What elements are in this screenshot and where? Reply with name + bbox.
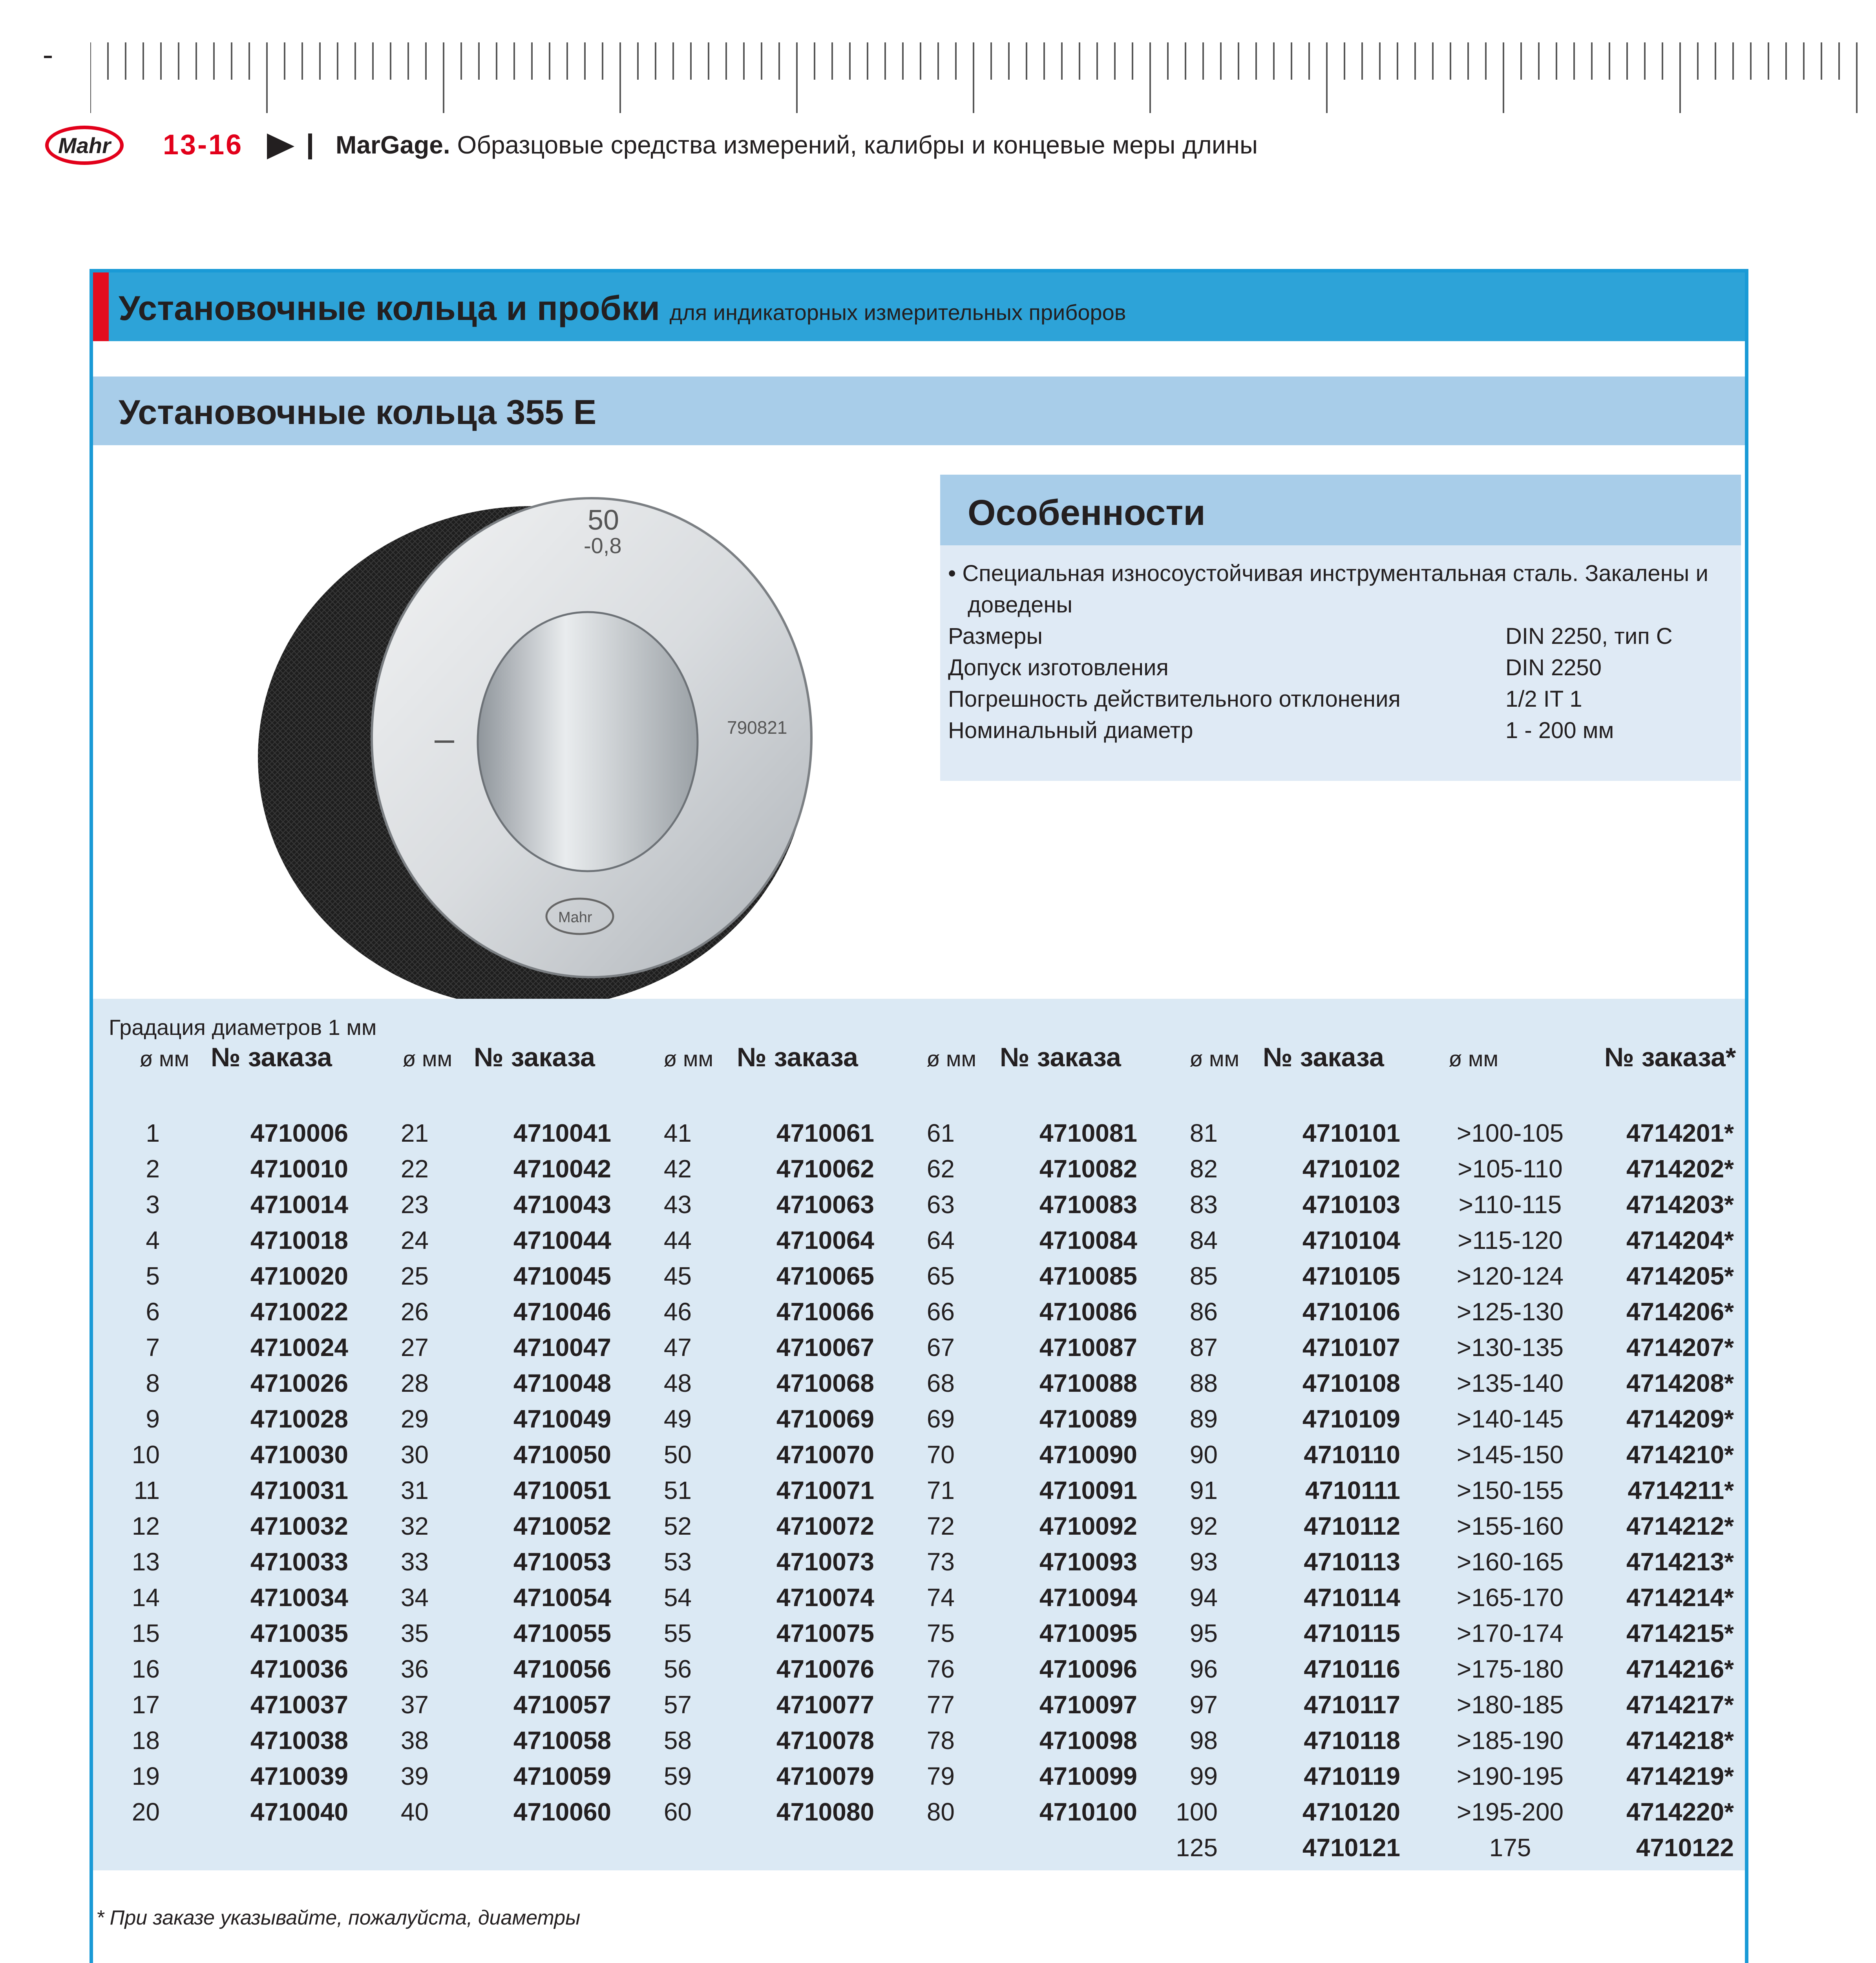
ruler-scale: [90, 42, 1876, 121]
order-number-cell: 4710074: [776, 1583, 874, 1612]
order-number-cell: 4710041: [513, 1119, 611, 1147]
order-number-cell: 4710089: [1039, 1405, 1137, 1433]
diameter-cell: 68: [926, 1369, 955, 1397]
order-number-cell: 4710115: [1304, 1619, 1400, 1647]
order-number-cell: 4710073: [776, 1548, 874, 1576]
subsection-title: Установочные кольца 355 E: [119, 393, 597, 431]
diameter-cell: >145-150: [1456, 1440, 1564, 1469]
separator-bar: [308, 133, 312, 159]
order-number-cell: 4710067: [776, 1333, 874, 1362]
order-table: [93, 999, 1745, 1870]
diameter-cell: 86: [1189, 1298, 1218, 1326]
table-caption: Градация диаметров 1 мм: [109, 1015, 377, 1040]
feature-value: 1/2 IT 1: [1505, 686, 1582, 712]
order-number-cell: 4714210*: [1626, 1440, 1734, 1469]
feature-value: DIN 2250: [1505, 655, 1602, 680]
order-number-cell: 4710094: [1039, 1583, 1137, 1612]
diameter-cell: >115-120: [1458, 1226, 1563, 1254]
diameter-cell: 47: [663, 1333, 692, 1362]
diameter-cell: 26: [400, 1298, 429, 1326]
footnote: * При заказе указывайте, пожалуйста, диаметры: [96, 1906, 581, 1929]
order-number-cell: 4710014: [250, 1190, 348, 1219]
order-number-cell: 4710022: [250, 1298, 348, 1326]
order-number-cell: 4710035: [250, 1619, 348, 1647]
diameter-cell: >140-145: [1456, 1405, 1564, 1433]
order-number-cell: 4714202*: [1626, 1155, 1734, 1183]
order-number-cell: 4714214*: [1626, 1583, 1734, 1612]
order-number-cell: 4710076: [776, 1655, 874, 1683]
order-number-cell: 4714216*: [1626, 1655, 1734, 1683]
diameter-cell: 100: [1176, 1798, 1218, 1826]
order-number-cell: 4710061: [776, 1119, 874, 1147]
order-number-cell: 4710085: [1039, 1262, 1137, 1290]
diameter-cell: 71: [926, 1476, 955, 1504]
diameter-cell: 99: [1189, 1762, 1218, 1790]
order-number-cell: 4710055: [513, 1619, 611, 1647]
order-number-cell: 4714209*: [1626, 1405, 1734, 1433]
diameter-cell: >175-180: [1456, 1655, 1564, 1683]
order-number-cell: 4710119: [1304, 1762, 1400, 1790]
diameter-cell: 56: [663, 1655, 692, 1683]
order-number-cell: 4714218*: [1626, 1726, 1734, 1755]
order-number-cell: 4710062: [776, 1155, 874, 1183]
order-number-cell: 4710092: [1039, 1512, 1137, 1540]
order-number-cell: 4710038: [250, 1726, 348, 1755]
order-number-cell: 4710069: [776, 1405, 874, 1433]
diameter-cell: 65: [926, 1262, 955, 1290]
order-number-cell: 4710111: [1305, 1476, 1400, 1504]
mahr-logo: [45, 126, 124, 165]
col-header-order: № заказа: [1263, 1042, 1384, 1072]
diameter-cell: >195-200: [1456, 1798, 1564, 1826]
diameter-cell: 11: [133, 1476, 160, 1504]
ring-bore: [478, 612, 698, 871]
order-number-cell: 4710049: [513, 1405, 611, 1433]
feature-label: Размеры: [948, 623, 1043, 649]
diameter-cell: 62: [926, 1155, 955, 1183]
order-number-cell: 4710086: [1039, 1298, 1137, 1326]
diameter-cell: 85: [1189, 1262, 1218, 1290]
diameter-cell: 93: [1189, 1548, 1218, 1576]
diameter-cell: >160-165: [1456, 1548, 1564, 1576]
order-number-cell: 4710064: [776, 1226, 874, 1254]
order-number-cell: 4710108: [1302, 1369, 1400, 1397]
order-number-cell: 4710051: [513, 1476, 611, 1504]
col-header-diameter: ø мм: [663, 1046, 713, 1071]
order-number-cell: 4710045: [513, 1262, 611, 1290]
diameter-cell: 39: [400, 1762, 429, 1790]
diameter-cell: >120-124: [1456, 1262, 1564, 1290]
order-number-cell: 4710053: [513, 1548, 611, 1576]
order-number-cell: 4710116: [1304, 1655, 1400, 1683]
page-number: 13-16: [163, 129, 243, 161]
arrow-right-icon: [267, 133, 294, 159]
diameter-cell: 77: [926, 1691, 955, 1719]
order-number-cell: 4710106: [1302, 1298, 1400, 1326]
feature-bullet-line2: доведены: [968, 592, 1073, 618]
diameter-cell: 81: [1189, 1119, 1218, 1147]
order-number-cell: 4710079: [776, 1762, 874, 1790]
diameter-cell: 40: [400, 1798, 429, 1826]
diameter-cell: 8: [146, 1369, 160, 1397]
order-number-cell: 4710072: [776, 1512, 874, 1540]
order-number-cell: 4710043: [513, 1190, 611, 1219]
diameter-cell: 45: [663, 1262, 692, 1290]
diameter-cell: >110-115: [1458, 1190, 1562, 1219]
diameter-cell: 15: [132, 1619, 160, 1647]
order-number-cell: 4710095: [1039, 1619, 1137, 1647]
diameter-cell: 4: [146, 1226, 160, 1254]
diameter-cell: 9: [146, 1405, 160, 1433]
col-header-diameter: ø мм: [1189, 1046, 1239, 1071]
diameter-cell: 51: [663, 1476, 692, 1504]
ring-logo: Mahr: [558, 909, 592, 926]
col-header-order: № заказа: [1000, 1042, 1121, 1072]
order-number-cell: 4710039: [250, 1762, 348, 1790]
diameter-cell: 58: [663, 1726, 692, 1755]
diameter-cell: 91: [1189, 1476, 1218, 1504]
diameter-cell: 175: [1489, 1833, 1531, 1862]
diameter-cell: 49: [663, 1405, 692, 1433]
features-heading-bar: [940, 475, 1741, 545]
diameter-cell: 21: [400, 1119, 429, 1147]
content-frame: [90, 269, 1748, 1963]
features-heading: Особенности: [968, 493, 1206, 533]
section-title-bar: [93, 272, 1745, 341]
diameter-cell: 17: [132, 1691, 160, 1719]
diameter-cell: 23: [400, 1190, 429, 1219]
diameter-cell: 95: [1189, 1619, 1218, 1647]
diameter-cell: >185-190: [1456, 1726, 1564, 1755]
ring-size-mark: 50: [588, 504, 619, 536]
diameter-cell: 82: [1189, 1155, 1218, 1183]
order-number-cell: 4710020: [250, 1262, 348, 1290]
order-number-cell: 4710048: [513, 1369, 611, 1397]
order-number-cell: 4710075: [776, 1619, 874, 1647]
diameter-cell: 25: [400, 1262, 429, 1290]
order-number-cell: 4710105: [1302, 1262, 1400, 1290]
diameter-cell: 73: [926, 1548, 955, 1576]
ring-serial: 790821: [727, 717, 787, 738]
diameter-cell: 10: [132, 1440, 160, 1469]
feature-label: Допуск изготовления: [948, 655, 1169, 680]
order-number-cell: 4714208*: [1626, 1369, 1734, 1397]
diameter-cell: 3: [146, 1190, 160, 1219]
diameter-cell: 69: [926, 1405, 955, 1433]
order-number-cell: 4714203*: [1626, 1190, 1734, 1219]
order-number-cell: 4710084: [1039, 1226, 1137, 1254]
order-number-cell: 4710068: [776, 1369, 874, 1397]
diameter-cell: >135-140: [1456, 1369, 1564, 1397]
order-number-cell: 4710033: [250, 1548, 348, 1576]
order-number-cell: 4710112: [1304, 1512, 1400, 1540]
diameter-cell: 97: [1189, 1691, 1218, 1719]
order-number-cell: 4710044: [513, 1226, 611, 1254]
logo-text: Mahr: [58, 133, 111, 158]
order-number-cell: 4710113: [1304, 1548, 1400, 1576]
diameter-cell: 125: [1176, 1833, 1218, 1862]
diameter-cell: 1: [146, 1119, 160, 1147]
diameter-cell: 70: [926, 1440, 955, 1469]
diameter-cell: 12: [132, 1512, 160, 1540]
diameter-cell: 67: [926, 1333, 955, 1362]
order-number-cell: 4710100: [1039, 1798, 1137, 1826]
order-number-cell: 4714205*: [1626, 1262, 1734, 1290]
order-number-cell: 4710032: [250, 1512, 348, 1540]
order-number-cell: 4714217*: [1626, 1691, 1734, 1719]
order-number-cell: 4710030: [250, 1440, 348, 1469]
diameter-cell: 76: [926, 1655, 955, 1683]
ring-tol-mark: -0,8: [584, 533, 622, 558]
order-number-cell: 4710037: [250, 1691, 348, 1719]
order-number-cell: 4710047: [513, 1333, 611, 1362]
order-number-cell: 4710118: [1304, 1726, 1400, 1755]
order-number-cell: 4710110: [1304, 1440, 1400, 1469]
order-number-cell: 4710087: [1039, 1333, 1137, 1362]
diameter-cell: >190-195: [1456, 1762, 1564, 1790]
diameter-cell: 7: [146, 1333, 160, 1362]
col-header-order: № заказа: [211, 1042, 332, 1072]
diameter-cell: 96: [1189, 1655, 1218, 1683]
diameter-cell: 29: [400, 1405, 429, 1433]
order-number-cell: 4710026: [250, 1369, 348, 1397]
diameter-cell: 83: [1189, 1190, 1218, 1219]
order-number-cell: 4710104: [1302, 1226, 1400, 1254]
order-number-cell: 4710093: [1039, 1548, 1137, 1576]
order-number-cell: 4710063: [776, 1190, 874, 1219]
col-header-order: № заказа: [474, 1042, 595, 1072]
diameter-cell: 16: [132, 1655, 160, 1683]
diameter-cell: 36: [400, 1655, 429, 1683]
diameter-cell: 35: [400, 1619, 429, 1647]
order-number-cell: 4714219*: [1626, 1762, 1734, 1790]
order-number-cell: 4714201*: [1626, 1119, 1734, 1147]
order-number-cell: 4710059: [513, 1762, 611, 1790]
diameter-cell: 24: [400, 1226, 429, 1254]
diameter-cell: 46: [663, 1298, 692, 1326]
page-header: [45, 126, 1380, 169]
order-number-cell: 4710082: [1039, 1155, 1137, 1183]
diameter-cell: 61: [926, 1119, 955, 1147]
order-number-cell: 4710114: [1304, 1583, 1400, 1612]
diameter-cell: 6: [146, 1298, 160, 1326]
diameter-cell: 30: [400, 1440, 429, 1469]
diameter-cell: >165-170: [1456, 1583, 1564, 1612]
order-number-cell: 4710042: [513, 1155, 611, 1183]
order-number-cell: 4710080: [776, 1798, 874, 1826]
order-number-cell: 4710091: [1039, 1476, 1137, 1504]
diameter-cell: 55: [663, 1619, 692, 1647]
diameter-cell: 48: [663, 1369, 692, 1397]
diameter-cell: 13: [132, 1548, 160, 1576]
order-number-cell: 4710018: [250, 1226, 348, 1254]
diameter-cell: 54: [663, 1583, 692, 1612]
col-header-order: № заказа*: [1604, 1042, 1736, 1072]
order-number-cell: 4710088: [1039, 1369, 1137, 1397]
order-number-cell: 4710078: [776, 1726, 874, 1755]
order-number-cell: 4714204*: [1626, 1226, 1734, 1254]
diameter-cell: 50: [663, 1440, 692, 1469]
order-number-cell: 4710065: [776, 1262, 874, 1290]
order-number-cell: 4714215*: [1626, 1619, 1734, 1647]
order-number-cell: 4710083: [1039, 1190, 1137, 1219]
order-number-cell: 4714211*: [1628, 1476, 1734, 1504]
diameter-cell: 52: [663, 1512, 692, 1540]
diameter-cell: 22: [400, 1155, 429, 1183]
order-number-cell: 4714213*: [1626, 1548, 1734, 1576]
diameter-cell: >130-135: [1456, 1333, 1564, 1362]
order-number-cell: 4710081: [1039, 1119, 1137, 1147]
order-number-cell: 4714212*: [1626, 1512, 1734, 1540]
order-number-cell: 4710056: [513, 1655, 611, 1683]
diameter-cell: 28: [400, 1369, 429, 1397]
diameter-cell: 53: [663, 1548, 692, 1576]
diameter-cell: 57: [663, 1691, 692, 1719]
order-number-cell: 4710031: [250, 1476, 348, 1504]
diameter-cell: 92: [1189, 1512, 1218, 1540]
order-number-cell: 4710077: [776, 1691, 874, 1719]
order-number-cell: 4710050: [513, 1440, 611, 1469]
diameter-cell: 2: [146, 1155, 160, 1183]
diameter-cell: 72: [926, 1512, 955, 1540]
diameter-cell: 98: [1189, 1726, 1218, 1755]
diameter-cell: >100-105: [1456, 1119, 1564, 1147]
order-number-cell: 4710107: [1302, 1333, 1400, 1362]
order-number-cell: 4710057: [513, 1691, 611, 1719]
order-number-cell: 4710028: [250, 1405, 348, 1433]
diameter-cell: 33: [400, 1548, 429, 1576]
features-panel: [940, 475, 1741, 781]
diameter-cell: 27: [400, 1333, 429, 1362]
header-subtitle: Образцовые средства измерений, калибры и концевые меры длины: [457, 131, 1258, 159]
diameter-cell: 79: [926, 1762, 955, 1790]
diameter-cell: 31: [400, 1476, 429, 1504]
feature-label: Погрешность действительного отклонения: [948, 686, 1401, 712]
order-number-cell: 4710040: [250, 1798, 348, 1826]
order-number-cell: 4710096: [1039, 1655, 1137, 1683]
diameter-cell: >180-185: [1456, 1691, 1564, 1719]
section-title-small: для индикаторных измерительных приборов: [669, 300, 1126, 325]
diameter-cell: 38: [400, 1726, 429, 1755]
section-title: [119, 288, 1126, 328]
diameter-cell: 14: [132, 1583, 160, 1612]
diameter-cell: 63: [926, 1190, 955, 1219]
feature-bullet-line1: • Специальная износоустойчивая инструментальная сталь. Закалены и: [948, 561, 1708, 586]
order-number-cell: 4710098: [1039, 1726, 1137, 1755]
diameter-cell: >125-130: [1456, 1298, 1564, 1326]
diameter-cell: 18: [132, 1726, 160, 1755]
brand-name: MarGage.: [336, 131, 450, 159]
diameter-cell: 84: [1189, 1226, 1218, 1254]
order-number-cell: 4714207*: [1626, 1333, 1734, 1362]
diameter-cell: 60: [663, 1798, 692, 1826]
order-number-cell: 4710066: [776, 1298, 874, 1326]
col-header-diameter: ø мм: [926, 1046, 976, 1071]
title-accent: [93, 272, 109, 341]
order-number-cell: 4714220*: [1626, 1798, 1734, 1826]
order-number-cell: 4714206*: [1626, 1298, 1734, 1326]
col-header-diameter: ø мм: [1449, 1046, 1498, 1071]
order-number-cell: 4710117: [1304, 1691, 1400, 1719]
order-number-cell: 4710071: [776, 1476, 874, 1504]
feature-value: DIN 2250, тип C: [1505, 623, 1673, 649]
diameter-cell: 43: [663, 1190, 692, 1219]
order-number-cell: 4710122: [1636, 1833, 1734, 1862]
diameter-cell: 89: [1189, 1405, 1218, 1433]
order-number-cell: 4710109: [1302, 1405, 1400, 1433]
order-number-cell: 4710070: [776, 1440, 874, 1469]
order-number-cell: 4710099: [1039, 1762, 1137, 1790]
order-number-cell: 4710024: [250, 1333, 348, 1362]
order-number-cell: 4710102: [1302, 1155, 1400, 1183]
diameter-cell: 64: [926, 1226, 955, 1254]
diameter-cell: 75: [926, 1619, 955, 1647]
feature-label: Номинальный диаметр: [948, 718, 1193, 743]
diameter-cell: >170-174: [1456, 1619, 1564, 1647]
diameter-cell: 42: [663, 1155, 692, 1183]
diameter-cell: 34: [400, 1583, 429, 1612]
order-number-cell: 4710036: [250, 1655, 348, 1683]
diameter-cell: 66: [926, 1298, 955, 1326]
feature-value: 1 - 200 мм: [1505, 718, 1614, 743]
order-number-cell: 4710046: [513, 1298, 611, 1326]
order-number-cell: 4710006: [250, 1119, 348, 1147]
diameter-cell: >155-160: [1456, 1512, 1564, 1540]
order-number-cell: 4710101: [1302, 1119, 1400, 1147]
diameter-cell: 41: [663, 1119, 692, 1147]
diameter-cell: 5: [146, 1262, 160, 1290]
order-number-cell: 4710060: [513, 1798, 611, 1826]
setting-ring-image: [250, 459, 827, 1016]
order-number-cell: 4710103: [1302, 1190, 1400, 1219]
diameter-cell: 74: [926, 1583, 955, 1612]
order-number-cell: 4710010: [250, 1155, 348, 1183]
diameter-cell: 90: [1189, 1440, 1218, 1469]
diameter-cell: 59: [663, 1762, 692, 1790]
header-text: [336, 130, 1258, 159]
order-number-cell: 4710121: [1302, 1833, 1400, 1862]
diameter-cell: 44: [663, 1226, 692, 1254]
diameter-cell: >105-110: [1458, 1155, 1563, 1183]
section-title-main: Установочные кольца и пробки: [119, 289, 660, 327]
order-number-cell: 4710097: [1039, 1691, 1137, 1719]
order-number-cell: 4710090: [1039, 1440, 1137, 1469]
order-number-cell: 4710120: [1302, 1798, 1400, 1826]
order-number-cell: 4710034: [250, 1583, 348, 1612]
diameter-cell: 37: [400, 1691, 429, 1719]
diameter-cell: 78: [926, 1726, 955, 1755]
order-number-cell: 4710058: [513, 1726, 611, 1755]
diameter-cell: >150-155: [1456, 1476, 1564, 1504]
col-header-diameter: ø мм: [139, 1046, 189, 1071]
diameter-cell: 80: [926, 1798, 955, 1826]
margin-dash: [44, 56, 52, 58]
diameter-cell: 20: [132, 1798, 160, 1826]
diameter-cell: 32: [400, 1512, 429, 1540]
subsection-bar: [93, 377, 1745, 445]
order-number-cell: 4710054: [513, 1583, 611, 1612]
col-header-diameter: ø мм: [402, 1046, 452, 1071]
diameter-cell: 87: [1189, 1333, 1218, 1362]
diameter-cell: 94: [1189, 1583, 1218, 1612]
diameter-cell: 88: [1189, 1369, 1218, 1397]
diameter-cell: 19: [132, 1762, 160, 1790]
col-header-order: № заказа: [737, 1042, 858, 1072]
order-number-cell: 4710052: [513, 1512, 611, 1540]
